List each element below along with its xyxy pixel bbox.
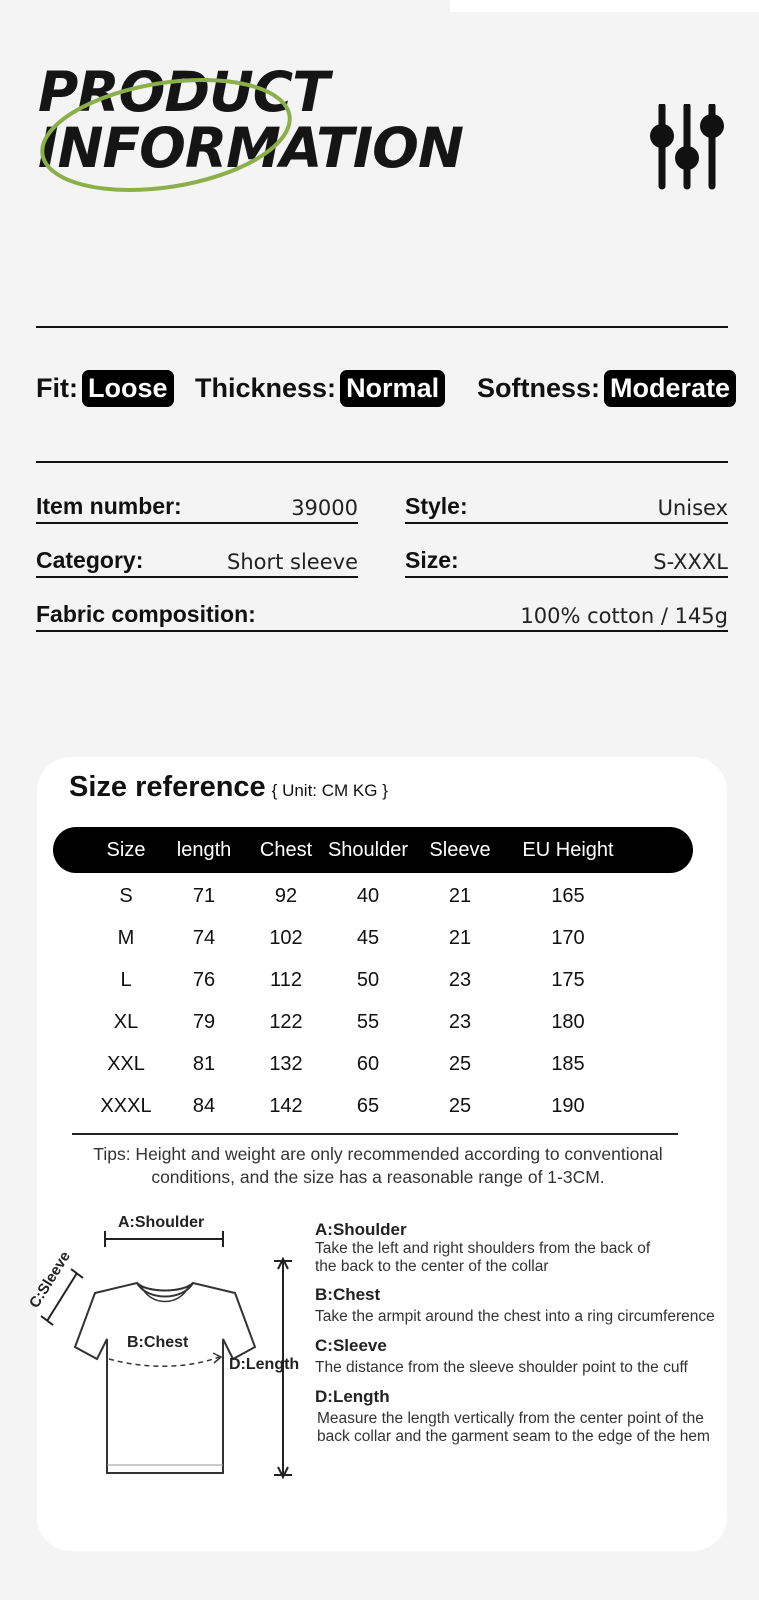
spec-label: Style: (405, 493, 468, 519)
measure-length (315, 1387, 735, 1446)
table-cell: 79 (192, 1011, 216, 1033)
table-cell: 71 (192, 885, 216, 907)
attr-fit-badge: Loose (82, 370, 174, 407)
spec-fabric (36, 596, 728, 632)
column-header: length (176, 839, 232, 861)
measure-title: C:Sleeve (315, 1336, 387, 1355)
table-row (53, 961, 693, 1001)
table-cell: 142 (269, 1095, 303, 1117)
table-cell: 112 (270, 969, 302, 991)
spec-size (405, 542, 728, 578)
table-cell: 185 (551, 1053, 585, 1075)
column-header: Sleeve (429, 839, 491, 861)
spec-value: S-XXXL (653, 550, 728, 574)
spec-value: 100% cotton / 145g (520, 604, 728, 628)
table-cell: 21 (448, 927, 472, 949)
size-reference-heading: Size reference (69, 771, 266, 803)
table-cell: 122 (269, 1011, 303, 1033)
table-cell: 60 (356, 1053, 380, 1075)
measure-sleeve (315, 1336, 735, 1377)
table-divider (72, 1133, 678, 1135)
divider (36, 326, 728, 328)
title-line-1: PRODUCT (38, 60, 329, 124)
column-header: EU Height (522, 839, 614, 861)
table-row (53, 1003, 693, 1043)
column-header: Shoulder (327, 839, 409, 861)
measure-desc: Take the armpit around the chest into a ring circumference (315, 1308, 715, 1325)
tshirt-outline (75, 1283, 255, 1473)
divider (36, 461, 728, 463)
shoulder-measure-line (105, 1231, 223, 1247)
table-cell: 23 (448, 969, 472, 991)
sleeve-label: C:Sleeve (25, 1248, 74, 1312)
column-header: Chest (259, 839, 313, 861)
attr-thickness-badge: Normal (340, 370, 445, 407)
column-header: Size (106, 839, 146, 861)
measure-title: D:Length (315, 1387, 390, 1406)
attr-thickness-label: Thickness: (195, 373, 337, 403)
spec-category (36, 542, 358, 578)
table-cell: 92 (274, 885, 298, 907)
page-title (38, 60, 463, 180)
spec-style (405, 488, 728, 524)
table-cell: 190 (551, 1095, 585, 1117)
table-cell: 165 (551, 885, 585, 907)
table-cell: L (120, 969, 132, 991)
spec-label: Fabric composition: (36, 601, 256, 627)
attr-softness-label: Softness: (477, 373, 601, 403)
table-cell: 76 (192, 969, 216, 991)
table-cell: 55 (356, 1011, 380, 1033)
tshirt-diagram (25, 1197, 325, 1517)
measure-desc: Take the left and right shoulders from the back of the back to the center of the collar (315, 1240, 651, 1275)
table-cell: 45 (356, 927, 380, 949)
measure-desc: The distance from the sleeve shoulder point to the cuff (315, 1359, 688, 1376)
table-cell: 132 (269, 1053, 303, 1075)
spec-value: Short sleeve (227, 550, 358, 574)
table-cell: 40 (356, 885, 380, 907)
sliders-icon (644, 104, 730, 190)
table-cell: 65 (356, 1095, 380, 1117)
attr-fit-label: Fit: (36, 373, 78, 403)
table-cell: 50 (356, 969, 380, 991)
table-cell: S (119, 885, 133, 907)
table-cell: 84 (192, 1095, 216, 1117)
title-line-2: INFORMATION (38, 116, 463, 180)
table-cell: 23 (448, 1011, 472, 1033)
spec-value: 39000 (291, 496, 358, 520)
table-cell: 74 (192, 927, 216, 949)
table-cell: XL (113, 1011, 139, 1033)
table-row (53, 877, 693, 917)
unit-label: { Unit: CM KG } (271, 781, 388, 800)
table-cell: 81 (192, 1053, 216, 1075)
top-strip (450, 0, 759, 12)
table-cell: XXL (107, 1053, 145, 1075)
table-cell: 21 (448, 885, 472, 907)
spec-label: Size: (405, 547, 459, 573)
shoulder-label: A:Shoulder (118, 1214, 205, 1231)
spec-label: Category: (36, 547, 144, 573)
table-cell: 175 (551, 969, 585, 991)
length-label: D:Length (229, 1356, 300, 1373)
table-row (53, 919, 693, 959)
table-cell: 25 (448, 1053, 472, 1075)
measure-title: A:Shoulder (315, 1220, 407, 1239)
table-cell: XXXL (100, 1095, 152, 1117)
size-reference-title (69, 771, 388, 804)
spec-value: Unisex (657, 496, 728, 520)
attr-thickness (195, 370, 445, 407)
table-cell: 102 (269, 927, 303, 949)
tips-text: Tips: Height and weight are only recommended according to conventional conditions, and the size has a reasonable range of 1-3CM. (93, 1144, 663, 1187)
table-cell: 180 (551, 1011, 585, 1033)
spec-item-number (36, 488, 358, 524)
table-header (53, 827, 693, 873)
measure-shoulder (315, 1220, 735, 1276)
chest-label: B:Chest (127, 1334, 189, 1351)
attr-fit (36, 370, 174, 407)
spec-label: Item number: (36, 493, 182, 519)
size-reference-card (25, 757, 727, 1551)
attr-softness-badge: Moderate (604, 370, 736, 407)
measure-title: B:Chest (315, 1285, 381, 1304)
attr-softness (477, 370, 736, 407)
table-row (53, 1045, 693, 1085)
measure-chest (315, 1285, 735, 1326)
table-cell: 170 (551, 927, 585, 949)
measure-desc: Measure the length vertically from the center point of the back collar and the garment seam to the edge of the hem (317, 1410, 710, 1445)
table-cell: 25 (448, 1095, 472, 1117)
table-row (53, 1087, 693, 1127)
table-cell: M (117, 927, 135, 949)
